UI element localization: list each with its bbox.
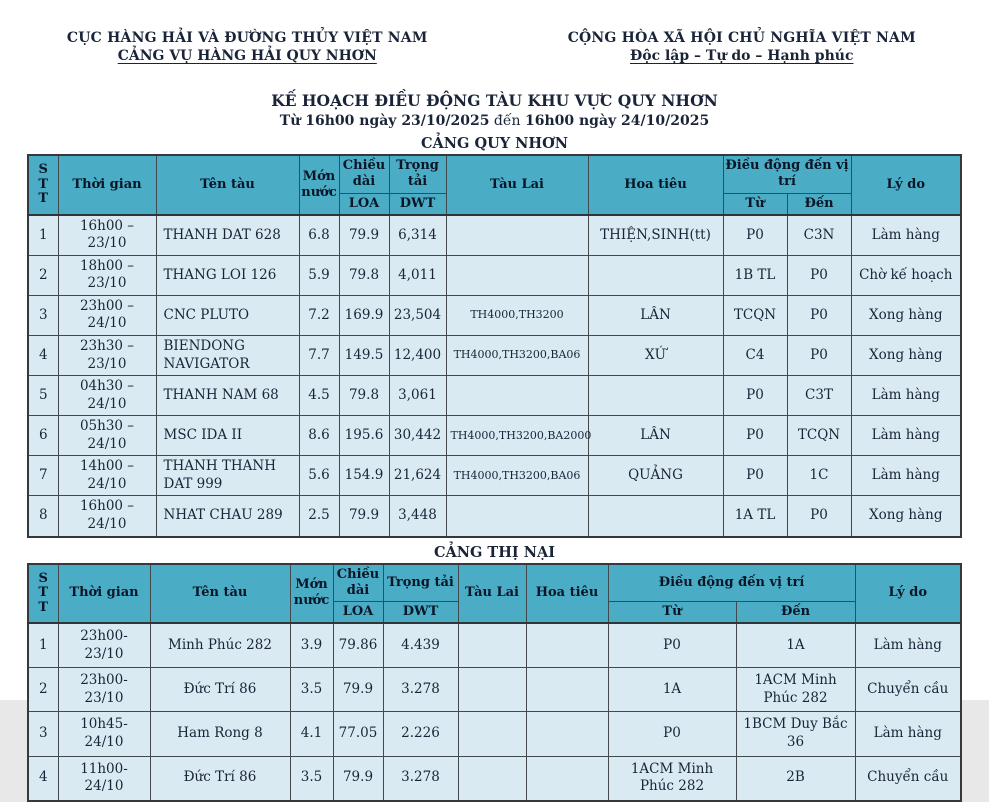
table-cell: 1A [736, 623, 855, 668]
table-cell: P0 [787, 295, 851, 335]
table-cell: 79.9 [339, 496, 389, 537]
date-range-connector: đến [489, 113, 525, 129]
table-cell: 154.9 [339, 456, 389, 496]
column-header-to: Đến [787, 193, 851, 215]
table-cell: 1 [28, 215, 58, 256]
table-cell: 6 [28, 416, 58, 456]
table-cell [458, 756, 526, 801]
column-header-movement: Điều động đến vị trí [608, 564, 855, 602]
table-cell: 79.8 [339, 376, 389, 416]
table-cell: LÂN [588, 416, 723, 456]
table-cell: 79.86 [333, 623, 383, 668]
table-cell: 1B TL [723, 255, 787, 295]
table-row [28, 623, 961, 668]
quy-nhon-table-body [28, 215, 961, 537]
table-cell: Xong hàng [851, 496, 961, 537]
column-header-reason: Lý do [855, 564, 961, 624]
table-cell: 7.7 [299, 336, 339, 376]
quy-nhon-schedule-table [27, 154, 962, 538]
table-cell: 23h00 – 24/10 [58, 295, 156, 335]
thi-nai-schedule-table [27, 563, 962, 802]
table-cell: P0 [723, 416, 787, 456]
document-date-range [0, 113, 989, 129]
table-cell: 23,504 [389, 295, 446, 335]
section-title-thi-nai: CẢNG THỊ NẠI [0, 544, 989, 561]
table-cell [526, 623, 608, 668]
table-cell: 23h00-23/10 [58, 668, 150, 712]
table-cell: P0 [787, 255, 851, 295]
table-header [28, 564, 961, 624]
table-cell: 8.6 [299, 416, 339, 456]
column-header-reason: Lý do [851, 155, 961, 215]
table-cell: 5.6 [299, 456, 339, 496]
table-cell: THANG LOI 126 [156, 255, 299, 295]
table-cell: Minh Phúc 282 [150, 623, 290, 668]
table-row [28, 255, 961, 295]
table-cell: 7 [28, 456, 58, 496]
table-cell: 1BCM Duy Bắc 36 [736, 712, 855, 756]
table-cell [458, 712, 526, 756]
table-cell: P0 [787, 336, 851, 376]
table-cell: 7.2 [299, 295, 339, 335]
table-cell: 6.8 [299, 215, 339, 256]
table-cell: 4 [28, 756, 58, 801]
table-cell: 2B [736, 756, 855, 801]
table-cell: 3.5 [290, 668, 333, 712]
national-header [0, 0, 989, 64]
table-cell [588, 376, 723, 416]
table-cell: 2 [28, 255, 58, 295]
table-cell: 77.05 [333, 712, 383, 756]
table-cell: TH4000,TH3200,BA06 [446, 456, 588, 496]
table-cell: 3.9 [290, 623, 333, 668]
table-cell: TCQN [787, 416, 851, 456]
table-cell: 169.9 [339, 295, 389, 335]
table-cell [526, 756, 608, 801]
column-header-stt [28, 564, 58, 624]
thi-nai-table-body [28, 623, 961, 800]
table-cell: 14h00 – 24/10 [58, 456, 156, 496]
column-header-draft: Mớn nước [290, 564, 333, 624]
table-cell: 3,061 [389, 376, 446, 416]
table-cell: THIỆN,SINH(tt) [588, 215, 723, 256]
column-header-ship-name: Tên tàu [150, 564, 290, 624]
table-cell: 2.226 [383, 712, 458, 756]
stt-letter: T [30, 601, 57, 616]
table-cell: Làm hàng [851, 416, 961, 456]
table-cell: 3.278 [383, 756, 458, 801]
table-cell: 4,011 [389, 255, 446, 295]
table-cell: Xong hàng [851, 295, 961, 335]
table-row [28, 456, 961, 496]
table-cell: 3.5 [290, 756, 333, 801]
table-cell [446, 496, 588, 537]
table-cell: 2.5 [299, 496, 339, 537]
table-cell [588, 496, 723, 537]
issuing-authority-block [0, 30, 495, 64]
column-header-loa: LOA [333, 602, 383, 624]
column-header-to: Đến [736, 602, 855, 624]
table-cell: 10h45-24/10 [58, 712, 150, 756]
table-cell: TCQN [723, 295, 787, 335]
table-cell: C4 [723, 336, 787, 376]
table-row [28, 215, 961, 256]
document-title: KẾ HOẠCH ĐIỀU ĐỘNG TÀU KHU VỰC QUY NHƠN [0, 91, 989, 110]
table-row [28, 336, 961, 376]
table-cell: Ham Rong 8 [150, 712, 290, 756]
table-cell: 1ACM Minh Phúc 282 [736, 668, 855, 712]
table-cell: BIENDONG NAVIGATOR [156, 336, 299, 376]
table-cell: 79.9 [333, 756, 383, 801]
table-cell: 3 [28, 712, 58, 756]
table-row [28, 295, 961, 335]
table-cell: 1 [28, 623, 58, 668]
table-cell: 16h00 – 24/10 [58, 496, 156, 537]
stt-letter: S [30, 163, 57, 178]
table-cell: P0 [723, 456, 787, 496]
table-cell: 04h30 – 24/10 [58, 376, 156, 416]
table-cell: 79.8 [339, 255, 389, 295]
national-motto-block [495, 30, 989, 64]
table-cell: 5 [28, 376, 58, 416]
authority-name: CẢNG VỤ HÀNG HẢI QUY NHƠN [0, 48, 495, 64]
table-cell: Chờ kế hoạch [851, 255, 961, 295]
table-row [28, 416, 961, 456]
section-title-quy-nhon: CẢNG QUY NHƠN [0, 135, 989, 152]
table-cell: 1C [787, 456, 851, 496]
table-cell: LÂN [588, 295, 723, 335]
table-cell: 79.9 [333, 668, 383, 712]
table-cell: THANH THANH DAT 999 [156, 456, 299, 496]
table-cell: Chuyển cầu [855, 668, 961, 712]
table-cell: Làm hàng [855, 712, 961, 756]
table-cell: Chuyển cầu [855, 756, 961, 801]
stt-letter: T [30, 178, 57, 193]
column-header-draft: Mớn nước [299, 155, 339, 215]
column-header-time: Thời gian [58, 564, 150, 624]
table-cell: 4.439 [383, 623, 458, 668]
table-cell: TH4000,TH3200,BA2000 [446, 416, 588, 456]
table-cell: 3.278 [383, 668, 458, 712]
table-cell [446, 215, 588, 256]
authority-parent-name: CỤC HÀNG HẢI VÀ ĐƯỜNG THỦY VIỆT NAM [0, 30, 495, 46]
column-header-tug: Tàu Lai [446, 155, 588, 215]
table-cell: 12,400 [389, 336, 446, 376]
column-header-ship-name: Tên tàu [156, 155, 299, 215]
stt-letter: T [30, 192, 57, 207]
table-row [28, 668, 961, 712]
table-cell: P0 [723, 376, 787, 416]
table-cell: 1ACM Minh Phúc 282 [608, 756, 736, 801]
table-cell: 3,448 [389, 496, 446, 537]
table-cell: 30,442 [389, 416, 446, 456]
table-cell: TH4000,TH3200,BA06 [446, 336, 588, 376]
table-cell: 16h00 – 23/10 [58, 215, 156, 256]
table-cell: 5.9 [299, 255, 339, 295]
table-cell: Làm hàng [851, 456, 961, 496]
table-cell: 21,624 [389, 456, 446, 496]
column-header-from: Từ [608, 602, 736, 624]
date-range-from: Từ 16h00 ngày 23/10/2025 [280, 113, 490, 129]
table-cell: P0 [608, 623, 736, 668]
column-header-pilot: Hoa tiêu [526, 564, 608, 624]
table-cell: TH4000,TH3200 [446, 295, 588, 335]
table-cell: Làm hàng [851, 215, 961, 256]
table-cell: Đức Trí 86 [150, 756, 290, 801]
table-cell: C3N [787, 215, 851, 256]
table-cell: MSC IDA II [156, 416, 299, 456]
table-row [28, 496, 961, 537]
table-cell: Xong hàng [851, 336, 961, 376]
table-cell: CNC PLUTO [156, 295, 299, 335]
table-cell: 1A TL [723, 496, 787, 537]
table-cell: XỨ [588, 336, 723, 376]
column-header-length: Chiều dài [333, 564, 383, 602]
table-cell: NHAT CHAU 289 [156, 496, 299, 537]
table-cell [446, 255, 588, 295]
column-header-loa: LOA [339, 193, 389, 215]
table-cell [458, 623, 526, 668]
table-cell: 3 [28, 295, 58, 335]
table-cell: Làm hàng [855, 623, 961, 668]
column-header-length: Chiều dài [339, 155, 389, 193]
table-cell [446, 376, 588, 416]
table-cell: QUẢNG [588, 456, 723, 496]
table-cell: THANH NAM 68 [156, 376, 299, 416]
table-cell: 149.5 [339, 336, 389, 376]
table-cell: 4.1 [290, 712, 333, 756]
table-cell: P0 [608, 712, 736, 756]
table-cell [526, 668, 608, 712]
table-row [28, 712, 961, 756]
stt-letter: T [30, 586, 57, 601]
table-cell: 23h00-23/10 [58, 623, 150, 668]
column-header-dwt: DWT [389, 193, 446, 215]
table-cell: 4 [28, 336, 58, 376]
country-name: CỘNG HÒA XÃ HỘI CHỦ NGHĨA VIỆT NAM [495, 30, 989, 46]
table-cell: 05h30 – 24/10 [58, 416, 156, 456]
table-cell: P0 [787, 496, 851, 537]
date-range-to: 16h00 ngày 24/10/2025 [525, 113, 709, 129]
table-cell: 1A [608, 668, 736, 712]
column-header-pilot: Hoa tiêu [588, 155, 723, 215]
table-cell: 2 [28, 668, 58, 712]
table-cell: 79.9 [339, 215, 389, 256]
column-header-time: Thời gian [58, 155, 156, 215]
table-cell: C3T [787, 376, 851, 416]
column-header-tonnage: Trọng tải [383, 564, 458, 602]
table-cell: THANH DAT 628 [156, 215, 299, 256]
table-cell: 11h00-24/10 [58, 756, 150, 801]
table-cell: 8 [28, 496, 58, 537]
column-header-stt [28, 155, 58, 215]
table-cell: 6,314 [389, 215, 446, 256]
stt-letter: S [30, 572, 57, 587]
table-header [28, 155, 961, 215]
table-cell [458, 668, 526, 712]
table-cell [526, 712, 608, 756]
table-cell: 195.6 [339, 416, 389, 456]
column-header-from: Từ [723, 193, 787, 215]
table-cell: P0 [723, 215, 787, 256]
table-cell: Làm hàng [851, 376, 961, 416]
column-header-movement: Điều động đến vị trí [723, 155, 851, 193]
column-header-tug: Tàu Lai [458, 564, 526, 624]
table-cell: 4.5 [299, 376, 339, 416]
table-cell: 18h00 – 23/10 [58, 255, 156, 295]
table-cell: 23h30 – 23/10 [58, 336, 156, 376]
column-header-dwt: DWT [383, 602, 458, 624]
table-row [28, 376, 961, 416]
column-header-tonnage: Trọng tải [389, 155, 446, 193]
table-cell: Đức Trí 86 [150, 668, 290, 712]
table-cell [588, 255, 723, 295]
national-motto: Độc lập – Tự do – Hạnh phúc [495, 48, 989, 64]
table-row [28, 756, 961, 801]
